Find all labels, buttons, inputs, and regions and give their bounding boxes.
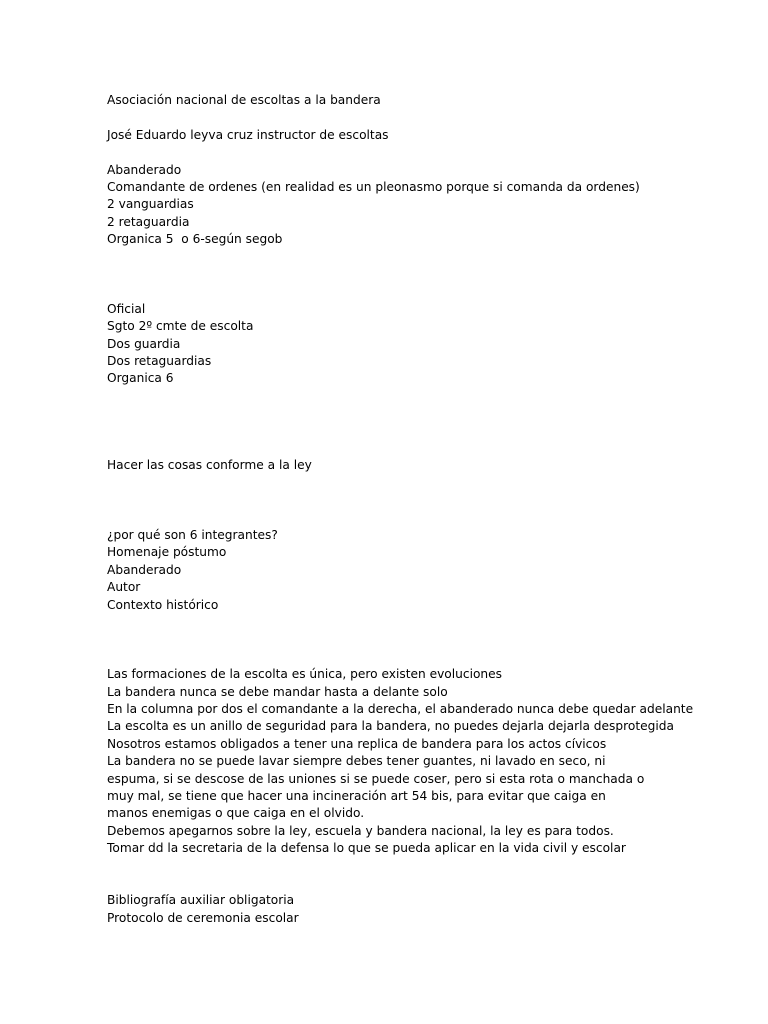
text-line: Abanderado — [107, 562, 182, 577]
text-line: La bandera nunca se debe mandar hasta a delante solo — [107, 684, 448, 699]
text-line: ¿por qué son 6 integrantes? — [107, 527, 278, 542]
spacer — [107, 440, 647, 457]
document-page — [107, 92, 694, 927]
text-line: 2 vanguardias — [107, 197, 194, 212]
text-line: Bibliografía auxiliar obligatoria — [107, 893, 295, 908]
text-line: Dos guardia — [107, 336, 181, 351]
text-line: Comandante de ordenes (en realidad es un pleonasmo porque si comanda da ordenes) — [107, 180, 640, 194]
text-line: En la columna por dos el comandante a la derecha, el abanderado nunca debe quedar adelante — [107, 701, 694, 716]
spacer — [107, 614, 647, 631]
spacer — [107, 405, 647, 422]
text-line: Oficial — [107, 301, 146, 316]
spacer — [107, 144, 647, 161]
text-line: Dos retaguardias — [107, 354, 212, 369]
text-paragraph: La bandera no se puede lavar siempre debes tener guantes, ni lavado en seco, ni espuma, si se descose de las uniones si se puede coser, pero si esta rota o manchada o muy mal, se tiene que hacer una incineración art 54 bis, para evitar que caiga en manos enemigas o que caiga en el olvido. — [107, 754, 645, 821]
spacer — [107, 510, 647, 527]
text-line: Protocolo de ceremonia escolar — [107, 910, 299, 925]
spacer — [107, 492, 647, 509]
spacer — [107, 858, 647, 875]
text-line: Homenaje póstumo — [107, 545, 227, 560]
spacer — [107, 388, 647, 405]
spacer — [107, 631, 647, 648]
text-line: Autor — [107, 580, 141, 595]
text-line: La escolta es un anillo de seguridad para la bandera, no puedes dejarla dejarla desprotegida — [107, 719, 674, 734]
spacer — [107, 249, 647, 266]
text-line: Abanderado — [107, 162, 182, 177]
text-line: 2 retaguardia — [107, 214, 190, 229]
text-line: Las formaciones de la escolta es única, pero existen evoluciones — [107, 667, 502, 682]
document-title: Asociación nacional de escoltas a la bandera — [107, 93, 381, 107]
text-line: Tomar dd la secretaria de la defensa lo que se pueda aplicar en la vida civil y escolar — [107, 841, 626, 856]
text-line: Sgto 2º cmte de escolta — [107, 319, 254, 334]
spacer — [107, 423, 647, 440]
statement-line: Hacer las cosas conforme a la ley — [107, 458, 312, 473]
spacer — [107, 109, 647, 126]
instructor-line: José Eduardo leyva cruz instructor de escoltas — [107, 127, 389, 142]
text-line: Debemos apegarnos sobre la ley, escuela y bandera nacional, la ley es para todos. — [107, 823, 614, 838]
text-line: Nosotros estamos obligados a tener una replica de bandera para los actos cívicos — [107, 736, 607, 751]
text-line: Contexto histórico — [107, 597, 219, 612]
text-line: Organica 6 — [107, 371, 174, 386]
text-line: Organica 5 o 6-según segob — [107, 232, 283, 247]
spacer — [107, 283, 647, 300]
spacer — [107, 875, 647, 892]
spacer — [107, 266, 647, 283]
spacer — [107, 649, 647, 666]
spacer — [107, 475, 647, 492]
